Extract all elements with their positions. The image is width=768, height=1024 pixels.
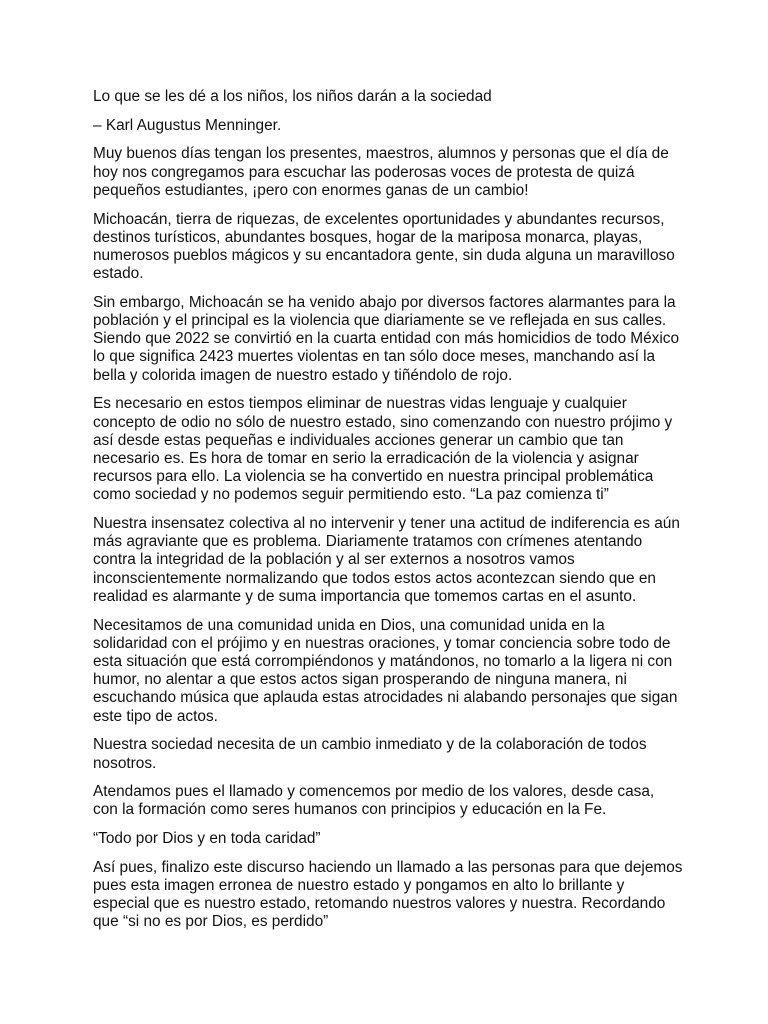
paragraph-greeting: Muy buenos días tengan los presentes, maestros, alumnos y personas que el día de hoy nos congregamos para escuchar las poderosas voces de protesta de quizá pequeños estudiantes, ¡pero con enormes ganas de un cambio! bbox=[93, 145, 669, 199]
paragraph-motto: “Todo por Dios y en toda caridad” bbox=[93, 830, 321, 848]
paragraph-closing: Así pues, finalizo este discurso haciendo un llamado a las personas para que dejemos pues esta imagen erronea de nuestro estado y pongamos en alto lo brillante y especial que es nuestro estado, retomando nuestros valores y nuestra. Recordando que “si no es por Dios, es perdido” bbox=[93, 858, 683, 931]
paragraph-eliminate-hate: Es necesario en estos tiempos eliminar de nuestras vidas lenguaje y cualquier concepto de odio no sólo de nuestro estado, sino comenzando con nuestro prójimo y así desde estas pequeñas e individuales acciones generar un cambio que tan necesario es. Es hora de tomar en serio la erradicación de la violencia y asignar recursos para ello. La violencia se ha convertido en nuestra principal problemática como sociedad y no podemos seguir permitiendo esto. “La paz comienza ti” bbox=[93, 395, 673, 504]
document-body bbox=[93, 88, 683, 942]
paragraph-community: Necesitamos de una comunidad unida en Dios, una comunidad unida en la solidaridad con el prójimo y en nuestras oraciones, y tomar conciencia sobre todo de esta situación que está corrompiéndonos y matándonos, no tomarlo a la ligera ni con humor, no alentar a que estos actos sigan prosperando de ninguna manera, ni escuchando música que aplauda estas atrocidades ni alabando personajes que sigan este tipo de actos. bbox=[93, 616, 678, 725]
paragraph-indifference: Nuestra insensatez colectiva al no intervenir y tener una actitud de indiferencia es aún más agraviante que es problema. Diariamente tratamos con crímenes atentando contra la integridad de la población y al ser externos a nosotros vamos inconscientemente normalizando que todos estos actos acontezcan siendo que en realidad es alarmante y de suma importancia que tomemos cartas en el asunto. bbox=[93, 515, 680, 605]
epigraph-attribution: – Karl Augustus Menninger. bbox=[93, 116, 282, 134]
paragraph-michoacan: Michoacán, tierra de riquezas, de excelentes oportunidades y abundantes recursos, destinos turísticos, abundantes bosques, hogar de la mariposa monarca, playas, numerosos pueblos mágicos y su encantadora gente, sin duda alguna un maravilloso estado. bbox=[93, 210, 675, 283]
paragraph-change: Nuestra sociedad necesita de un cambio inmediato y de la colaboración de todos nosotros. bbox=[93, 736, 647, 772]
epigraph: Lo que se les dé a los niños, los niños darán a la sociedad bbox=[93, 88, 492, 105]
paragraph-values: Atendamos pues el llamado y comencemos por medio de los valores, desde casa, con la formación como seres humanos con principios y educación en la Fe. bbox=[93, 783, 655, 819]
paragraph-violence: Sin embargo, Michoacán se ha venido abajo por diversos factores alarmantes para la población y el principal es la violencia que diariamente se ve reflejada en sus calles. Siendo que 2022 se convirtió en la cuarta entidad con más homicidios de todo México lo que significa 2423 muertes violentas en tan sólo doce meses, manchando así la bella y colorida imagen de nuestro estado y tiñéndolo de rojo. bbox=[93, 293, 680, 384]
